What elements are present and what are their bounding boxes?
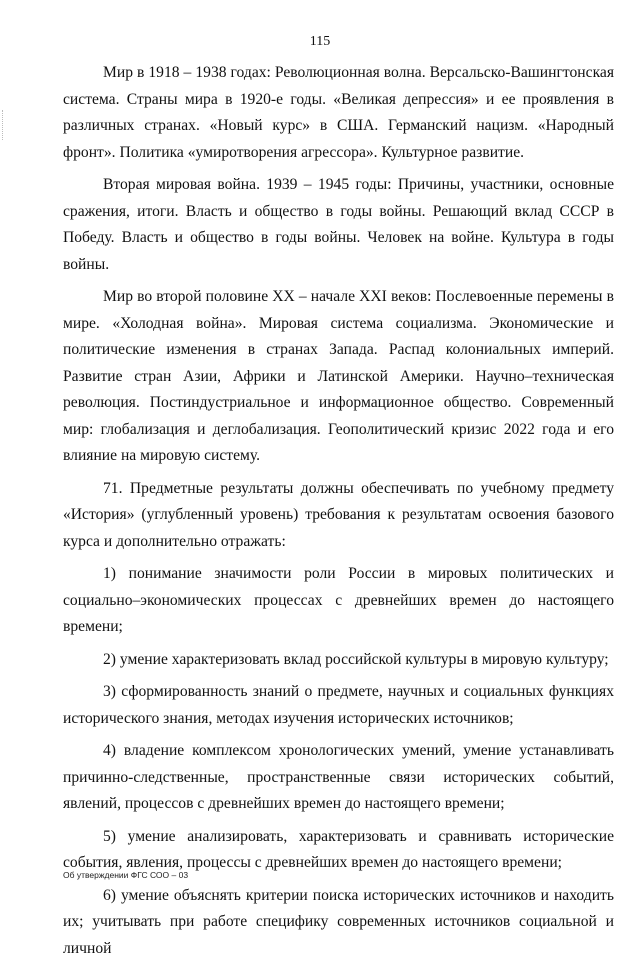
paragraph-section-71: 71. Предметные результаты должны обеспечивать по учебному предмету «История» (углубленный уровень) требования к результатам освоения базового курса и дополнительно отражать:: [63, 476, 614, 556]
page-body: [63, 60, 614, 962]
paragraph-second-world-war: Вторая мировая война. 1939 – 1945 годы: Причины, участники, основные сражения, итоги. Власть и общество в годы войны. Решающий вклад СССР в Победу. Власть и общество в годы войны. Человек на войне. Культура в годы войны.: [63, 172, 614, 278]
paragraph-world-late-20th-21st: Мир во второй половине XX – начале XXI веков: Послевоенные перемены в мире. «Холодная война». Мировая система социализма. Экономические и политические изменения в странах Запада. Распад колониальных империй. Развитие стран Азии, Африки и Латинской Америки. Научно–техническая революция. Постиндустриальное и информационное общество. Современный мир: глобализация и деглобализация. Геополитический кризис 2022 года и его влияние на мировую систему.: [63, 284, 614, 470]
scan-margin-marks: [2, 110, 6, 140]
list-item-1: 1) понимание значимости роли России в мировых политических и социально–экономических процессах с древнейших времен до настоящего времени;: [63, 561, 614, 641]
list-item-3: 3) сформированность знаний о предмете, научных и социальных функциях исторического знания, методах изучения исторических источников;: [63, 679, 614, 732]
page-footer: Об утверждении ФГС СОО – 03: [63, 870, 188, 880]
page-number: 115: [0, 34, 640, 50]
list-item-5: 5) умение анализировать, характеризовать и сравнивать исторические события, явления, процессы с древнейших времен до настоящего времени;: [63, 824, 614, 877]
list-item-4: 4) владение комплексом хронологических умений, умение устанавливать причинно-следственные, пространственные связи исторических событий, явлений, процессов с древнейших времен до настоящего времени;: [63, 738, 614, 818]
list-item-6: 6) умение объяснять критерии поиска исторических источников и находить их; учитывать при работе специфику современных источников социальной и личной: [63, 883, 614, 962]
paragraph-world-1918-1938: Мир в 1918 – 1938 годах: Революционная волна. Версальско-Вашингтонская система. Страны мира в 1920-е годы. «Великая депрессия» и ее проявления в различных странах. «Новый курс» в США. Германский нацизм. «Народный фронт». Политика «умиротворения агрессора». Культурное развитие.: [63, 60, 614, 166]
list-item-2: 2) умение характеризовать вклад российской культуры в мировую культуру;: [63, 647, 614, 674]
